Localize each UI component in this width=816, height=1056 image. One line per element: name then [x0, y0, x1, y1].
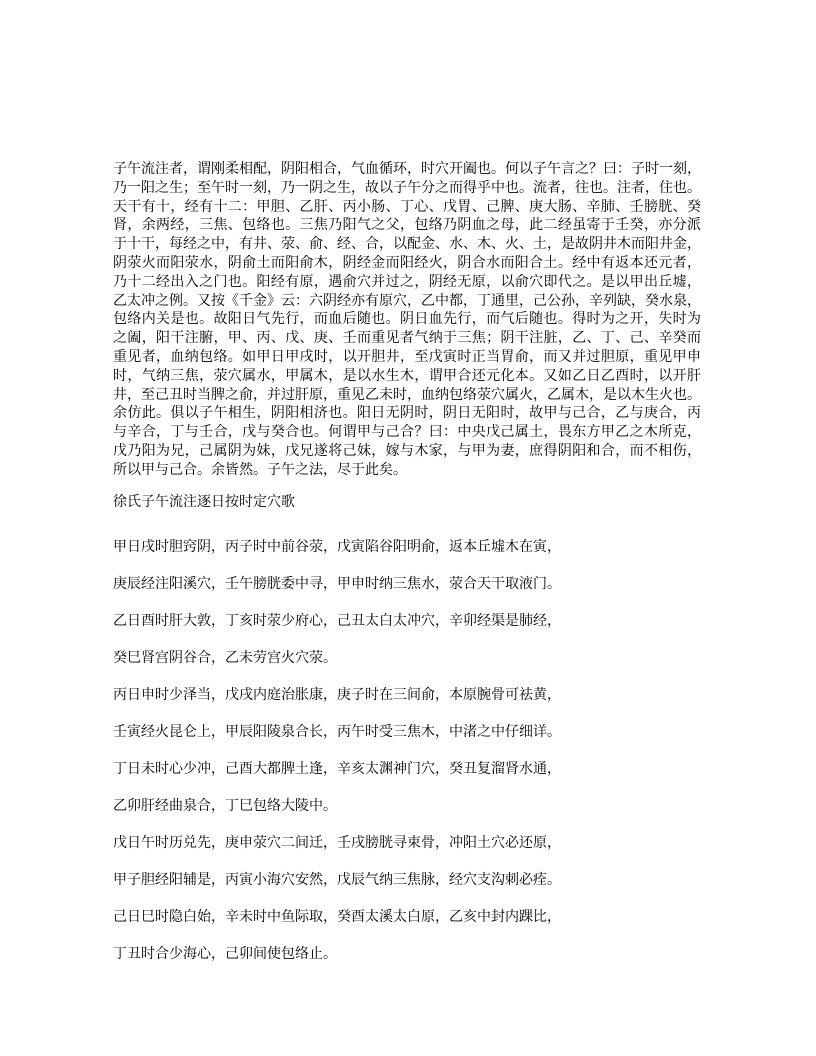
- intro-line: 重见者，血纳包络。如甲日甲戌时，以开胆井，至戊寅时正当胃俞，而又并过胆原，重见甲申: [113, 349, 701, 365]
- verse-line: 戊日午时历兑先，庚申荥穴二间迁，壬戌膀胱寻束骨，冲阳土穴必还原，: [113, 835, 561, 851]
- intro-line: 天干有十，经有十二：甲胆、乙肝、丙小肠、丁心、戊胃、己脾、庚大肠、辛肺、壬膀胱、癸: [113, 199, 701, 215]
- verse-line: 癸巳肾宫阴谷合，乙未劳宫火穴荥。: [113, 650, 337, 666]
- verse-line: 己日巳时隐白始，辛未时中鱼际取，癸酉太溪太白原，乙亥中封内踝比，: [113, 909, 561, 925]
- verse-line: 丙日申时少泽当，戊戌内庭治胀康，庚子时在三间俞，本原腕骨可祛黄，: [113, 687, 561, 703]
- verse-line: 丁丑时合少海心，己卯间使包络止。: [113, 946, 337, 962]
- verse-section: [113, 538, 733, 964]
- verse-line: 丁日未时心少冲，己酉大都脾土逢，辛亥太渊神门穴，癸丑复溜肾水通，: [113, 761, 561, 777]
- intro-line: 乃十二经出入之门也。阳经有原，遇俞穴并过之，阴经无原，以俞穴即代之。是以甲出丘墟，: [113, 274, 701, 290]
- intro-line: 乃一阳之生；至午时一刻，乃一阴之生，故以子午分之而得乎中也。流者，往也。注者，住也。: [113, 180, 701, 196]
- intro-line: 包络内关是也。故阳日气先行，而血后随也。阴日血先行，而气后随也。得时为之开，失时为: [113, 312, 701, 328]
- intro-line: 井，至己丑时当脾之俞，并过肝原，重见乙未时，血纳包络荥穴属火，乙属木，是以木生火也。: [113, 387, 701, 403]
- intro-line: 所以甲与己合。余皆然。子午之法，尽于此矣。: [113, 462, 407, 478]
- intro-line: 子午流注者，谓刚柔相配，阴阳相合，气血循环，时穴开阖也。何以子午言之？曰：子时一刻，: [113, 162, 701, 177]
- verse-line: 甲子胆经阳辅是，丙寅小海穴安然，戊辰气纳三焦脉，经穴支沟刺必痊。: [113, 872, 561, 888]
- verse-line: 甲日戌时胆窍阴，丙子时中前谷荥，戊寅陷谷阳明俞，返本丘墟木在寅，: [113, 539, 561, 555]
- intro-line: 乙太冲之例。又按《千金》云：六阴经亦有原穴，乙中都，丁通里，己公孙，辛列缺，癸水泉，: [113, 293, 701, 309]
- intro-line: 时，气纳三焦，荥穴属水，甲属木，是以水生木，谓甲合还元化本。又如乙日乙酉时，以开肝: [113, 368, 701, 384]
- intro-line: 之阖，阳干注腑，甲、丙、戊、庚、壬而重见者气纳于三焦；阴干注脏，乙、丁、己、辛癸而: [113, 331, 701, 347]
- intro-line: 肾，余两经，三焦、包络也。三焦乃阳气之父，包络乃阴血之母，此二经虽寄于壬癸，亦分派: [113, 218, 701, 234]
- verse-line: 乙卯肝经曲泉合，丁巳包络大陵中。: [113, 798, 337, 814]
- section-title: 徐氏子午流注逐日按时定穴歌: [113, 494, 295, 510]
- intro-line: 余仿此。俱以子午相生，阴阳相济也。阳日无阴时，阴日无阳时，故甲与己合，乙与庚合，丙: [113, 406, 701, 422]
- verse-line: 乙日酉时肝大敦，丁亥时荥少府心，己丑太白太冲穴，辛卯经渠是肺经，: [113, 613, 561, 629]
- intro-line: 与辛合，丁与壬合，戊与癸合也。何谓甲与己合？曰：中央戊己属土，畏东方甲乙之木所克，: [113, 425, 701, 441]
- intro-line: 戊乃阳为兄，己属阴为妹，戊兄遂将己妹，嫁与木家，与甲为妻，庶得阴阳和合，而不相伤，: [113, 443, 701, 459]
- verse-line: 壬寅经火昆仑上，甲辰阳陵泉合长，丙午时受三焦木，中渚之中仔细详。: [113, 724, 561, 740]
- intro-paragraph: [113, 161, 701, 481]
- intro-line: 于十干，每经之中，有井、荥、俞、经、合，以配金、水、木、火、土，是故阴井木而阳井金，: [113, 237, 701, 253]
- verse-line: 庚辰经注阳溪穴，壬午膀胱委中寻，甲申时纳三焦水，荥合天干取液门。: [113, 576, 561, 592]
- intro-line: 阴荥火而阳荥水，阴俞土而阳俞木，阴经金而阳经火，阴合水而阳合土。经中有返本还元者，: [113, 255, 701, 271]
